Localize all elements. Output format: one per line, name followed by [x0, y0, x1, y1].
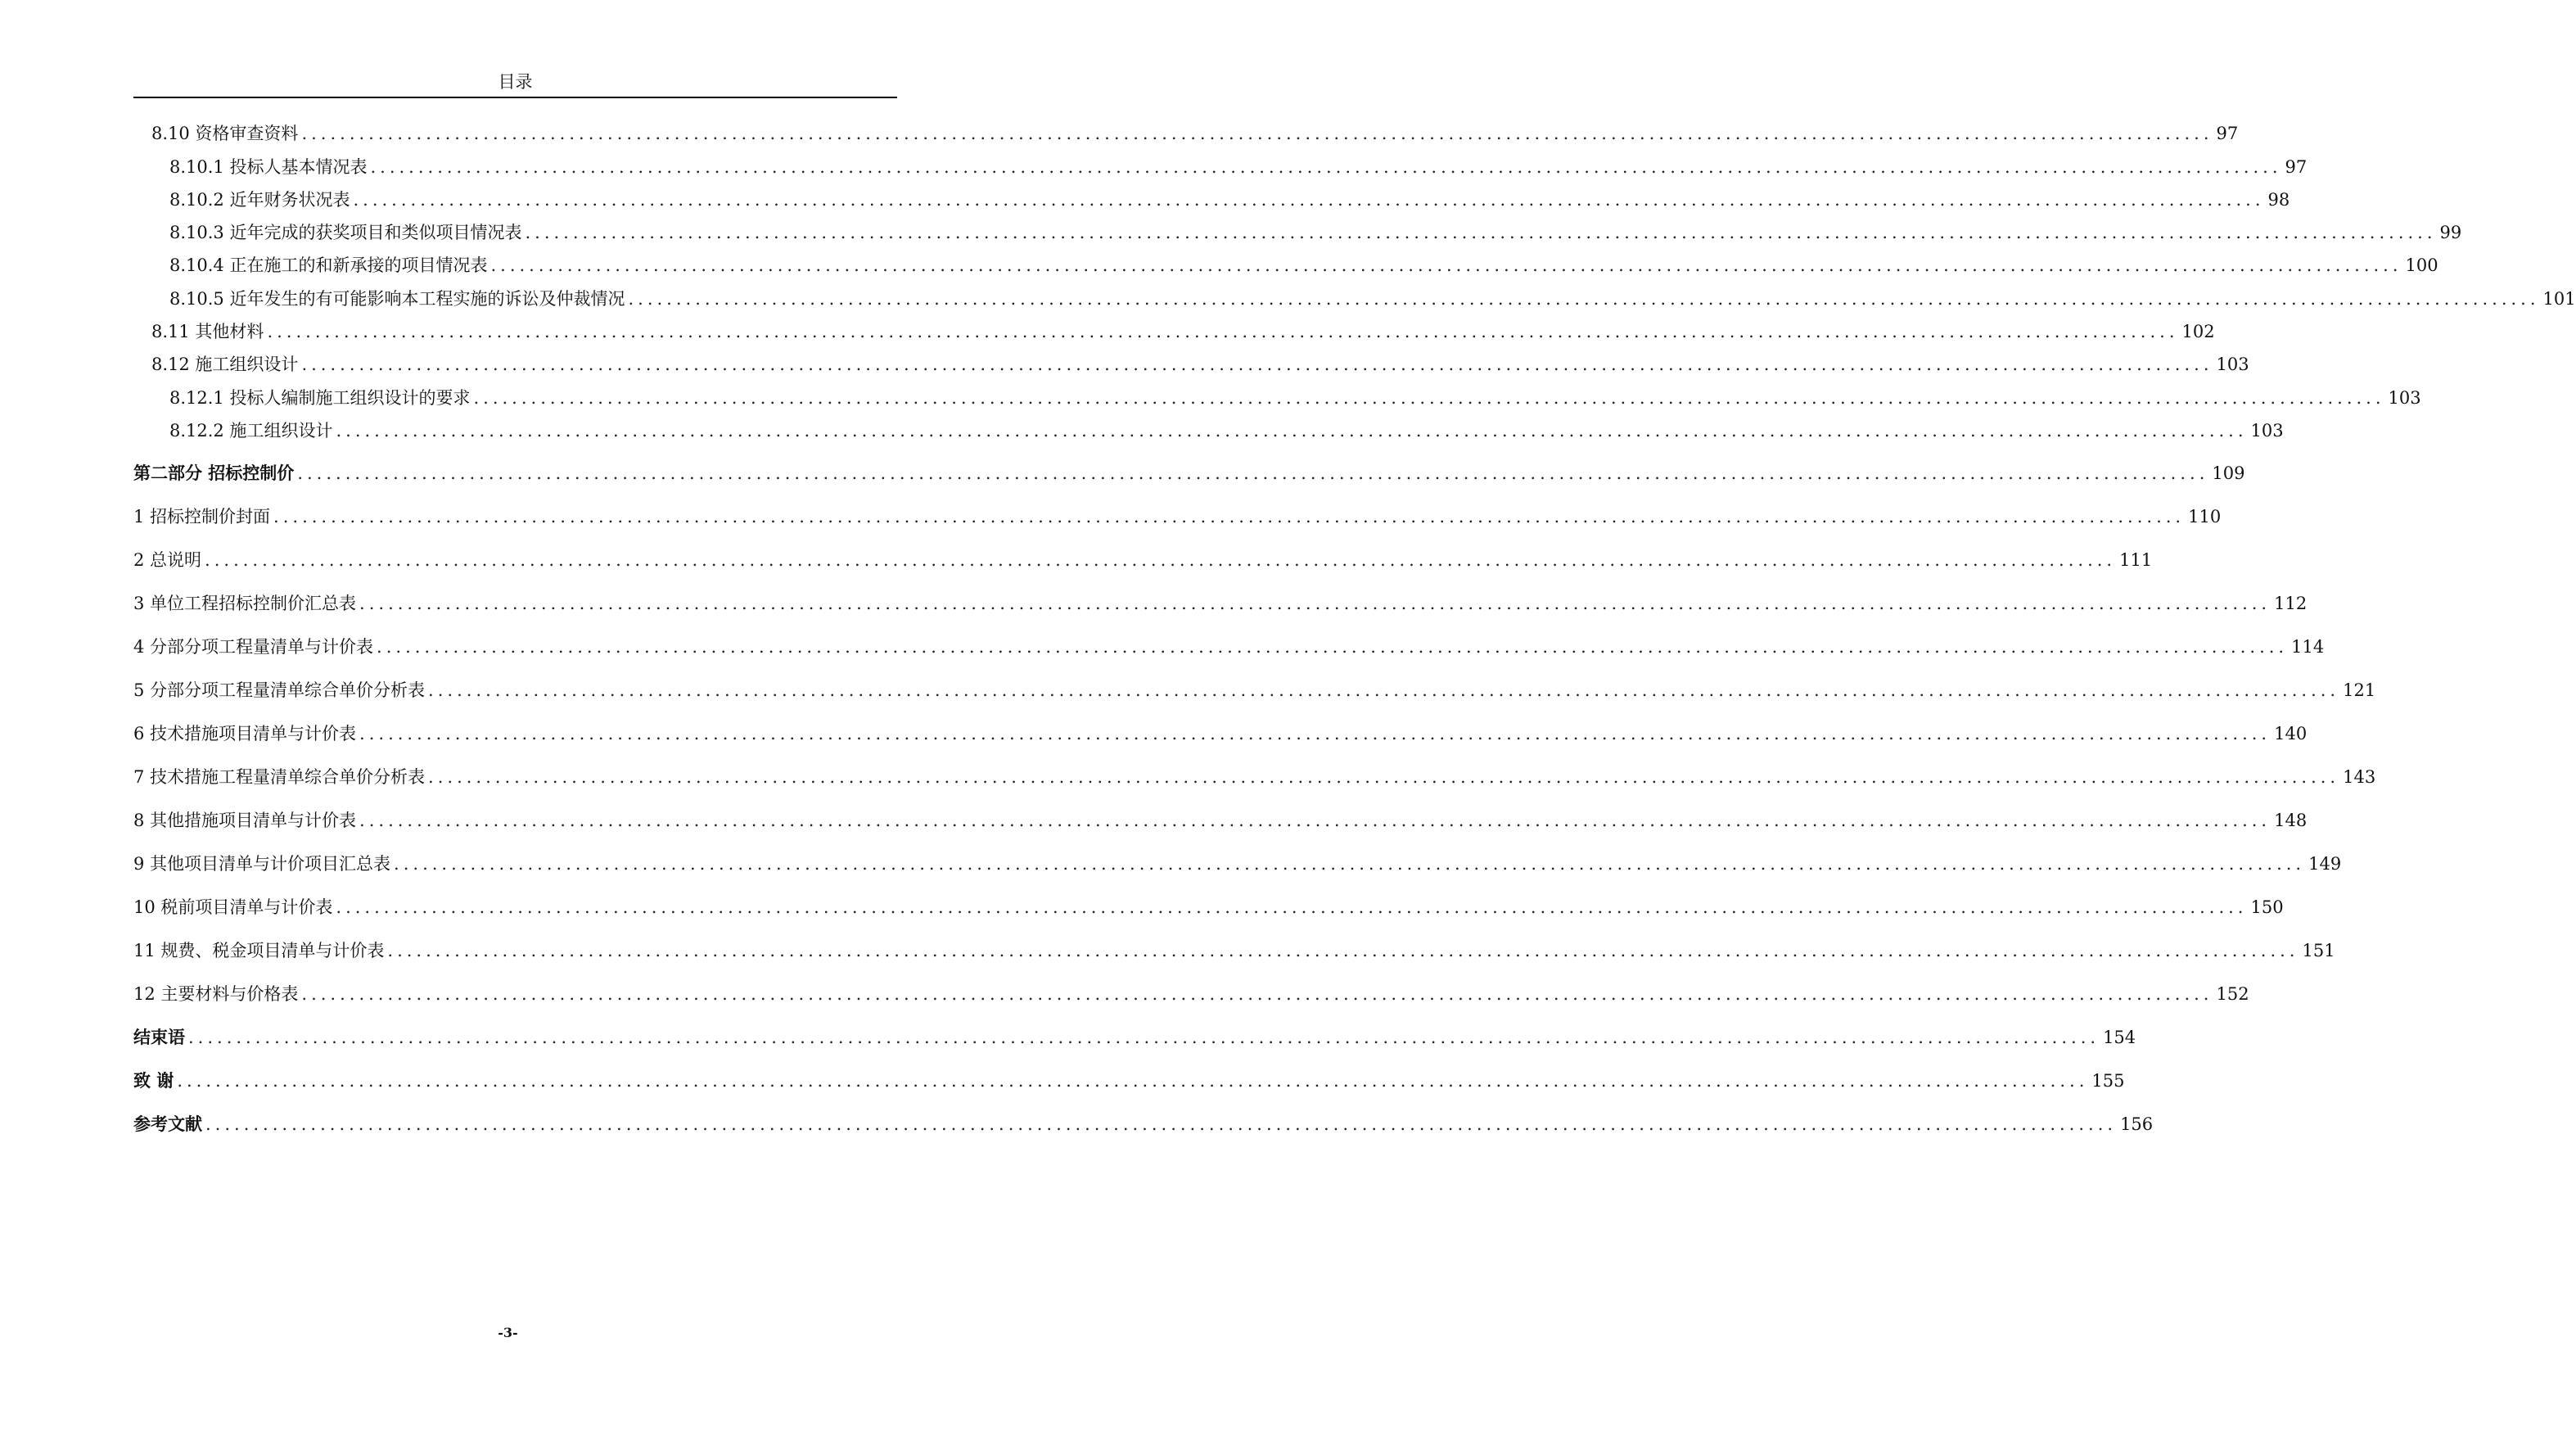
toc-entry-label: 8.10.2 近年财务状况表 — [169, 190, 350, 210]
toc-entry-page: 112 — [2274, 594, 2308, 613]
toc-entry-page: 150 — [2250, 897, 2284, 917]
toc-leader-dots: ........................................................................................................................................................................................................ — [336, 421, 2248, 441]
toc-entry[interactable] — [133, 808, 2308, 833]
toc-entry[interactable] — [169, 386, 2421, 410]
toc-leader-dots: ........................................................................................................................................................................................................ — [353, 190, 2265, 210]
toc-entry[interactable] — [133, 1112, 2154, 1136]
toc-entry-page: 114 — [2291, 637, 2325, 657]
toc-entry-page: 151 — [2302, 941, 2335, 960]
toc-entry[interactable] — [133, 1069, 2125, 1093]
toc-leader-dots: ........................................................................................................................................................................................................ — [628, 289, 2540, 309]
toc-leader-dots: ........................................................................................................................................................................................................ — [359, 811, 2271, 830]
toc-entry-page: 97 — [2216, 124, 2239, 143]
toc-entry-page: 103 — [2216, 355, 2249, 374]
toc-entry-page: 98 — [2267, 190, 2290, 210]
toc-entry-label: 第二部分 招标控制价 — [133, 463, 295, 483]
toc-entry[interactable] — [133, 548, 2153, 572]
page-header-title: 目录 — [498, 72, 533, 92]
toc-entry-label: 8.11 其他材料 — [151, 322, 264, 341]
toc-entry-label: 4 分部分项工程量清单与计价表 — [133, 637, 374, 657]
toc-entry-label: 11 规费、税金项目清单与计价表 — [133, 941, 385, 960]
toc-entry[interactable] — [151, 319, 2215, 344]
toc-leader-dots: ........................................................................................................................................................................................................ — [205, 550, 2117, 570]
toc-entry-label: 5 分部分项工程量清单综合单价分析表 — [133, 680, 426, 700]
toc-entry-label: 12 主要材料与价格表 — [133, 984, 299, 1004]
toc-entry[interactable] — [133, 895, 2284, 920]
toc-entry-page: 111 — [2119, 550, 2153, 570]
toc-leader-dots: ........................................................................................................................................................................................................ — [297, 463, 2209, 483]
toc-entry[interactable] — [151, 352, 2249, 377]
toc-leader-dots: ........................................................................................................................................................................................................ — [301, 124, 2213, 143]
toc-leader-dots: ........................................................................................................................................................................................................ — [359, 724, 2271, 743]
toc-entry-page: 109 — [2212, 463, 2245, 483]
toc-leader-dots: ........................................................................................................................................................................................................ — [301, 355, 2213, 374]
toc-entry[interactable] — [169, 287, 2576, 311]
toc-entry-label: 2 总说明 — [133, 550, 202, 570]
toc-leader-dots: ........................................................................................................................................................................................................ — [359, 594, 2271, 613]
toc-entry-page: 121 — [2343, 680, 2376, 700]
toc-entry-page: 97 — [2285, 157, 2308, 177]
toc-entry-page: 143 — [2343, 767, 2376, 787]
toc-leader-dots: ........................................................................................................................................................................................................ — [370, 157, 2282, 177]
toc-entry-page: 140 — [2274, 724, 2308, 743]
toc-entry[interactable] — [169, 220, 2462, 245]
toc-entry[interactable] — [133, 765, 2376, 789]
toc-entry-label: 致 谢 — [133, 1070, 174, 1091]
toc-entry[interactable] — [133, 635, 2325, 659]
toc-entry-label: 9 其他项目清单与计价项目汇总表 — [133, 854, 391, 874]
toc-entry-label: 8.10 资格审查资料 — [151, 124, 299, 143]
toc-entry-page: 156 — [2120, 1114, 2154, 1134]
toc-leader-dots: ........................................................................................................................................................................................................ — [301, 984, 2213, 1004]
toc-entry[interactable] — [133, 721, 2308, 746]
toc-entry-page: 148 — [2274, 811, 2308, 830]
toc-leader-dots: ........................................................................................................................................................................................................ — [188, 1028, 2100, 1047]
toc-leader-dots: ........................................................................................................................................................................................................ — [490, 255, 2402, 275]
toc-leader-dots: ........................................................................................................................................................................................................ — [394, 854, 2306, 874]
toc-entry[interactable] — [133, 852, 2342, 876]
toc-leader-dots: ........................................................................................................................................................................................................ — [177, 1071, 2089, 1091]
toc-entry[interactable] — [169, 253, 2438, 278]
toc-leader-dots: ........................................................................................................................................................................................................ — [428, 680, 2340, 700]
toc-leader-dots: ........................................................................................................................................................................................................ — [377, 637, 2289, 657]
toc-entry-page: 154 — [2103, 1028, 2136, 1047]
toc-leader-dots: ........................................................................................................................................................................................................ — [473, 388, 2385, 408]
toc-entry-page: 101 — [2542, 289, 2576, 309]
toc-entry-page: 110 — [2188, 507, 2222, 526]
toc-entry-page: 152 — [2216, 984, 2249, 1004]
toc-entry[interactable] — [133, 982, 2249, 1006]
toc-leader-dots: ........................................................................................................................................................................................................ — [205, 1114, 2118, 1134]
toc-leader-dots: ........................................................................................................................................................................................................ — [387, 941, 2299, 960]
toc-entry[interactable] — [133, 1025, 2136, 1050]
toc-entry-label: 参考文献 — [133, 1114, 202, 1134]
toc-leader-dots: ........................................................................................................................................................................................................ — [273, 507, 2186, 526]
toc-entry[interactable] — [133, 591, 2308, 616]
toc-entry[interactable] — [151, 121, 2239, 146]
toc-entry-page: 100 — [2405, 255, 2438, 275]
toc-entry-label: 1 招标控制价封面 — [133, 507, 271, 526]
toc-leader-dots: ........................................................................................................................................................................................................ — [428, 767, 2340, 787]
toc-entry[interactable] — [169, 188, 2290, 212]
toc-entry-label: 结束语 — [133, 1027, 185, 1047]
toc-leader-dots: ........................................................................................................................................................................................................ — [525, 223, 2437, 242]
toc-entry-label: 8.10.5 近年发生的有可能影响本工程实施的诉讼及仲裁情况 — [169, 289, 625, 309]
toc-entry-page: 103 — [2388, 388, 2421, 408]
toc-entry[interactable] — [169, 155, 2308, 179]
toc-entry-label: 8 其他措施项目清单与计价表 — [133, 811, 357, 830]
toc-entry-page: 103 — [2250, 421, 2284, 441]
toc-leader-dots: ........................................................................................................................................................................................................ — [336, 897, 2248, 917]
toc-entry[interactable] — [133, 461, 2245, 486]
toc-entry-label: 8.10.3 近年完成的获奖项目和类似项目情况表 — [169, 223, 522, 242]
toc-entry-page: 149 — [2308, 854, 2342, 874]
toc-entry-page: 99 — [2439, 223, 2462, 242]
toc-entry-label: 6 技术措施项目清单与计价表 — [133, 724, 357, 743]
toc-entry[interactable] — [133, 504, 2222, 529]
toc-entry-label: 7 技术措施工程量清单综合单价分析表 — [133, 767, 426, 787]
page-number: -3- — [498, 1325, 518, 1340]
toc-entry-label: 8.12 施工组织设计 — [151, 355, 299, 374]
toc-entry-label: 8.10.1 投标人基本情况表 — [169, 157, 368, 177]
toc-entry-page: 102 — [2181, 322, 2215, 341]
toc-entry[interactable] — [133, 938, 2335, 963]
toc-entry-label: 8.12.1 投标人编制施工组织设计的要求 — [169, 388, 471, 408]
header-rule — [133, 97, 897, 98]
toc-entry[interactable] — [133, 678, 2376, 703]
toc-entry-label: 8.12.2 施工组织设计 — [169, 421, 333, 441]
toc-entry-label: 10 税前项目清单与计价表 — [133, 897, 333, 917]
toc-entry-label: 8.10.4 正在施工的和新承接的项目情况表 — [169, 255, 488, 275]
toc-entry-label: 3 单位工程招标控制价汇总表 — [133, 594, 357, 613]
toc-leader-dots: ........................................................................................................................................................................................................ — [267, 322, 2179, 341]
toc-entry-page: 155 — [2091, 1071, 2125, 1091]
toc-entry[interactable] — [169, 418, 2284, 443]
